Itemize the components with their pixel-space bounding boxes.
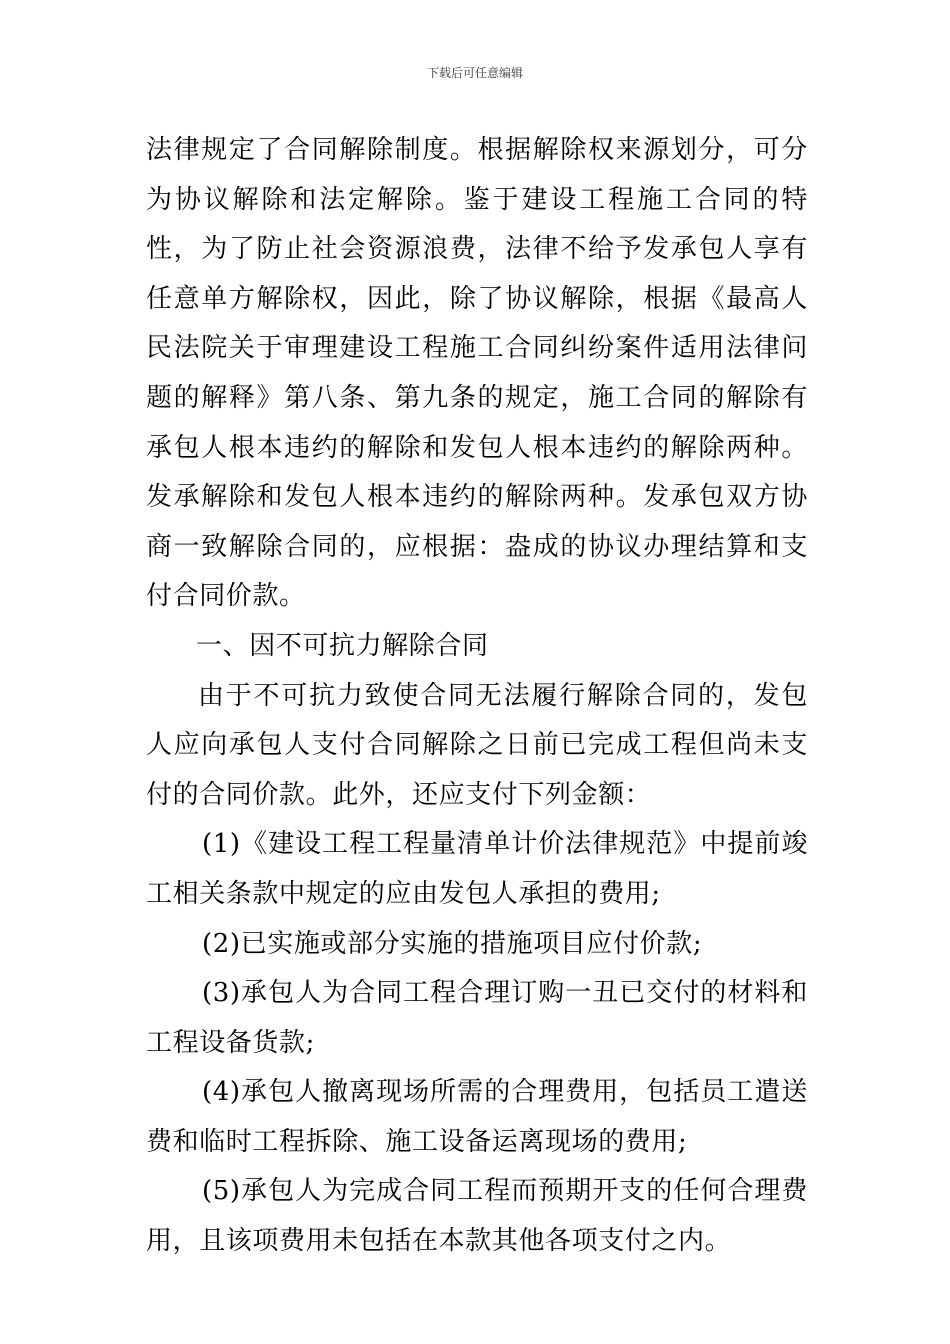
intro-paragraph: 法律规定了合同解除制度。根据解除权来源划分，可分为协议解除和法定解除。鉴于建设工程施工合同的特性，为了防止社会资源浪费，法律不给予发承包人享有任意单方解除权，因此，除了协议解除，根据《最高人民法院关于审理建设工程施工合同纠纷案件适用法律问题的解释》第八条、第九条的规定，施工合同的解除有承包人根本违约的解除和发包人根本违约的解除两种。发承解除和发包人根本违约的解除两种。发承包双方协商一致解除合同的，应根据：盎成的协议办理结算和支付合同价款。 xyxy=(146,135,808,612)
list-item-4: (4)承包人撤离现场所需的合理费用，包括员工遣送费和临时工程拆除、施工设备运离现场的费用; xyxy=(146,1077,808,1157)
list-item-2: (2)已实施或部分实施的措施项目应付价款; xyxy=(202,928,703,959)
list-item-3: (3)承包人为合同工程合理订购一丑已交付的材料和工程设备货款; xyxy=(146,978,808,1058)
document-body xyxy=(146,126,808,1267)
list-item-5: (5)承包人为完成合同工程而预期开支的任何合理费用，且该项费用未包括在本款其他各项支付之内。 xyxy=(146,1176,808,1257)
page-header: 下载后可任意编辑 xyxy=(426,66,523,80)
section-heading: 一、因不可抗力解除合同 xyxy=(196,630,489,661)
body-paragraph: 由于不可抗力致使合同无法履行解除合同的，发包人应向承包人支付合同解除之日前已完成工程但尚未支付的合同价款。此外，还应支付下列金额： xyxy=(146,680,808,810)
list-item-1: (1)《建设工程工程量清单计价法律规范》中提前竣工相关条款中规定的应由发包人承担的费用; xyxy=(146,829,808,909)
